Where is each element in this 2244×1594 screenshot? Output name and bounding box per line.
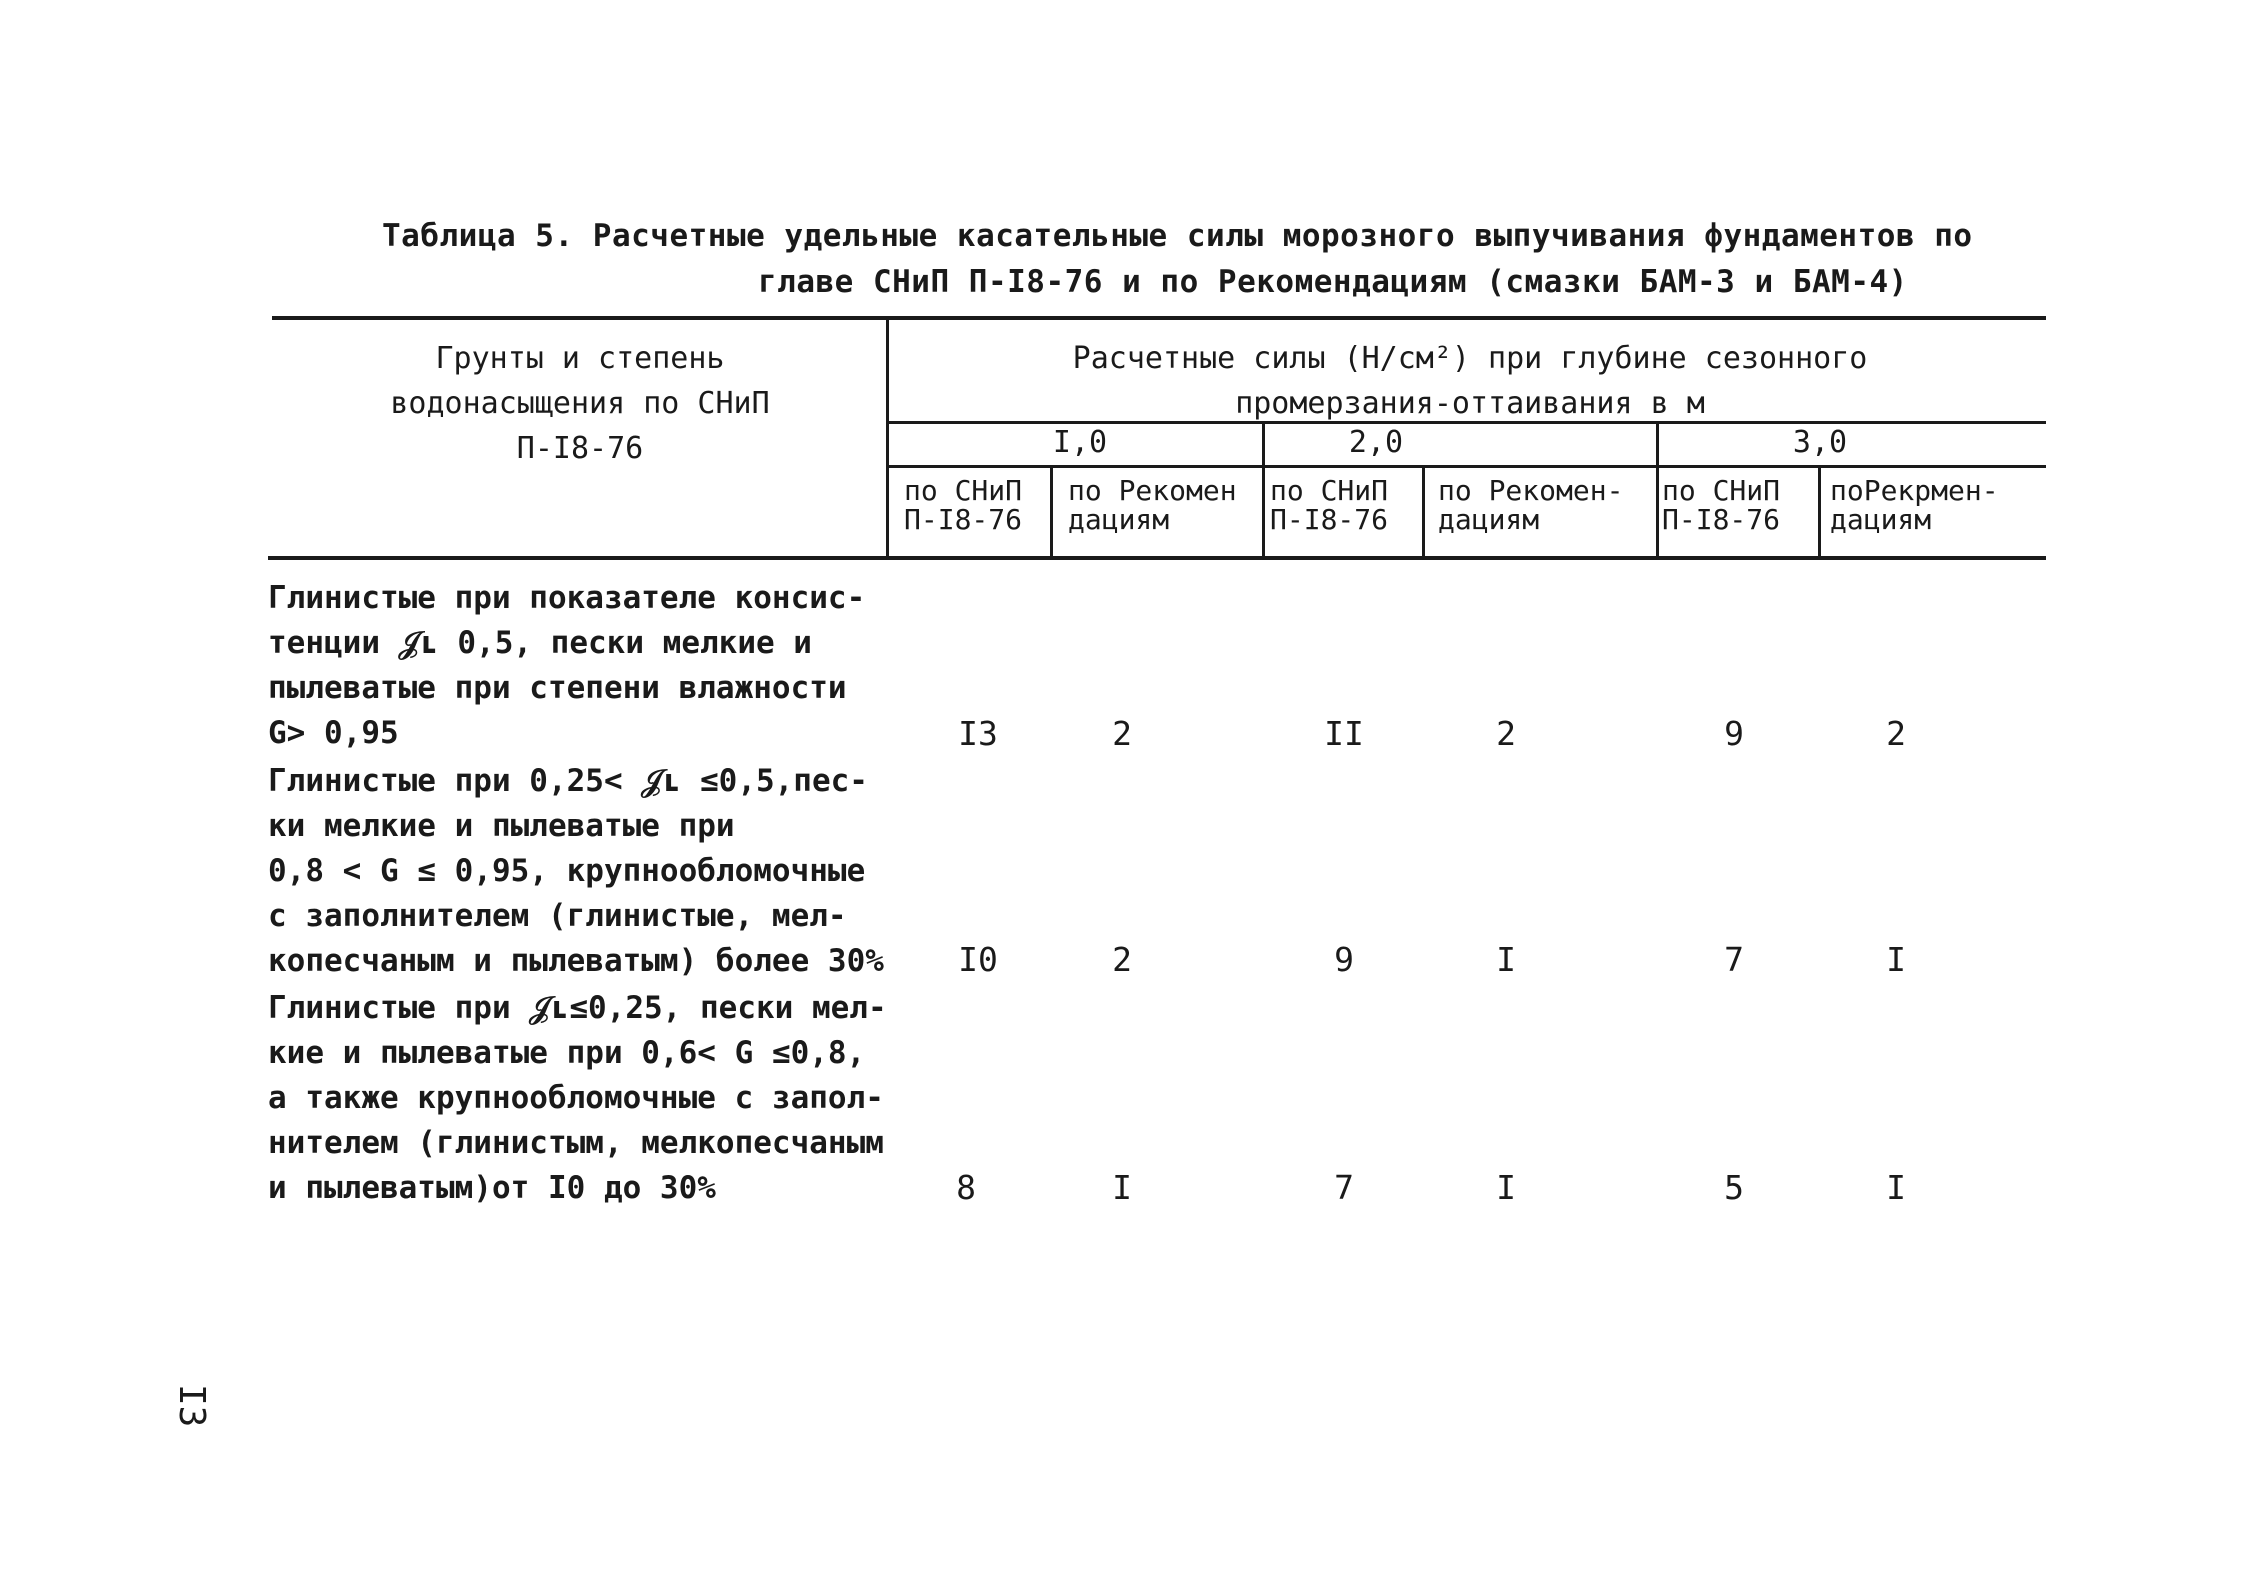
- row-3-val-4: I: [1496, 1168, 1516, 1207]
- subcol-snip-1: по СНиП П-I8-76: [904, 474, 1023, 537]
- forces-header-title: Расчетные силы (Н/см²) при глубине сезонного промерзания-оттаивания в м: [1072, 341, 1868, 421]
- depth-2-0: 2,0: [1348, 425, 1404, 460]
- row-2-val-4: I: [1496, 940, 1516, 979]
- row-2-val-2: 2: [1112, 940, 1132, 979]
- row-3-val-2: I: [1112, 1168, 1132, 1207]
- subcol-snip-2: по СНиП П-I8-76: [1270, 474, 1389, 537]
- subcol-snip-3: по СНиП П-I8-76: [1662, 474, 1781, 537]
- row-3-val-1: 8: [956, 1168, 976, 1207]
- row-3-val-5: 5: [1724, 1168, 1744, 1207]
- table-top-rule: [272, 316, 2046, 320]
- soil-col-divider: [886, 318, 889, 558]
- depth-1-0: I,0: [1052, 425, 1108, 460]
- row-2-val-3: 9: [1334, 940, 1354, 979]
- soil-column-header: Грунты и степень водонасыщения по СНиП П-I8-76: [390, 341, 770, 466]
- depth-divider-1: [1262, 422, 1265, 558]
- depth-3-0: 3,0: [1792, 425, 1848, 460]
- subcol-header-rule: [888, 465, 2046, 468]
- table-caption-line-2: главе СНиП П-I8-76 и по Рекомендациям (смазки БАМ-3 и БАМ-4): [758, 264, 1908, 300]
- table-row-2-soil: Глинистые при 0,25< 𝒥ʟ ≤0,5,пес- ки мелкие и пылеватые при 0,8 < G ≤ 0,95, крупнообломочные с заполнителем (глинистые, мел- копесчаным и пылеватым) более 30%: [268, 763, 884, 979]
- subcol-divider-3: [1422, 466, 1425, 558]
- subcol-recommend-2: по Рекомен- дациям: [1438, 474, 1624, 537]
- row-1-val-3: II: [1324, 714, 1364, 753]
- table-row-1-soil: Глинистые при показателе консис- тенции 𝒥ʟ 0,5, пески мелкие и пылеватые при степени влажности G> 0,95: [268, 580, 866, 751]
- row-1-val-2: 2: [1112, 714, 1132, 753]
- depth-divider-2: [1656, 422, 1659, 558]
- row-1-val-4: 2: [1496, 714, 1516, 753]
- subcol-divider-1: [1050, 466, 1053, 558]
- row-2-val-5: 7: [1724, 940, 1744, 979]
- subcol-recommend-1: по Рекомен дациям: [1068, 474, 1237, 537]
- subcol-recommend-3: поРекрмен- дациям: [1830, 474, 1999, 537]
- subcol-divider-5: [1818, 466, 1821, 558]
- page-number: I3: [171, 1384, 212, 1428]
- table-row-3-soil: Глинистые при 𝒥ʟ≤0,25, пески мел- кие и пылеватые при 0,6< G ≤0,8, а также крупнообломочные с запол- нителем (глинистым, мелкопесчаным и пылеватым)от I0 до 30%: [268, 990, 887, 1206]
- table-header-bottom-rule: [268, 556, 2046, 560]
- row-1-val-6: 2: [1886, 714, 1906, 753]
- row-2-val-1: I0: [958, 940, 998, 979]
- row-1-val-5: 9: [1724, 714, 1744, 753]
- table-caption-line-1: Таблица 5. Расчетные удельные касательные силы морозного выпучивания фундаментов по: [382, 218, 1973, 254]
- row-3-val-6: I: [1886, 1168, 1906, 1207]
- row-2-val-6: I: [1886, 940, 1906, 979]
- row-3-val-3: 7: [1334, 1168, 1354, 1207]
- row-1-val-1: I3: [958, 714, 998, 753]
